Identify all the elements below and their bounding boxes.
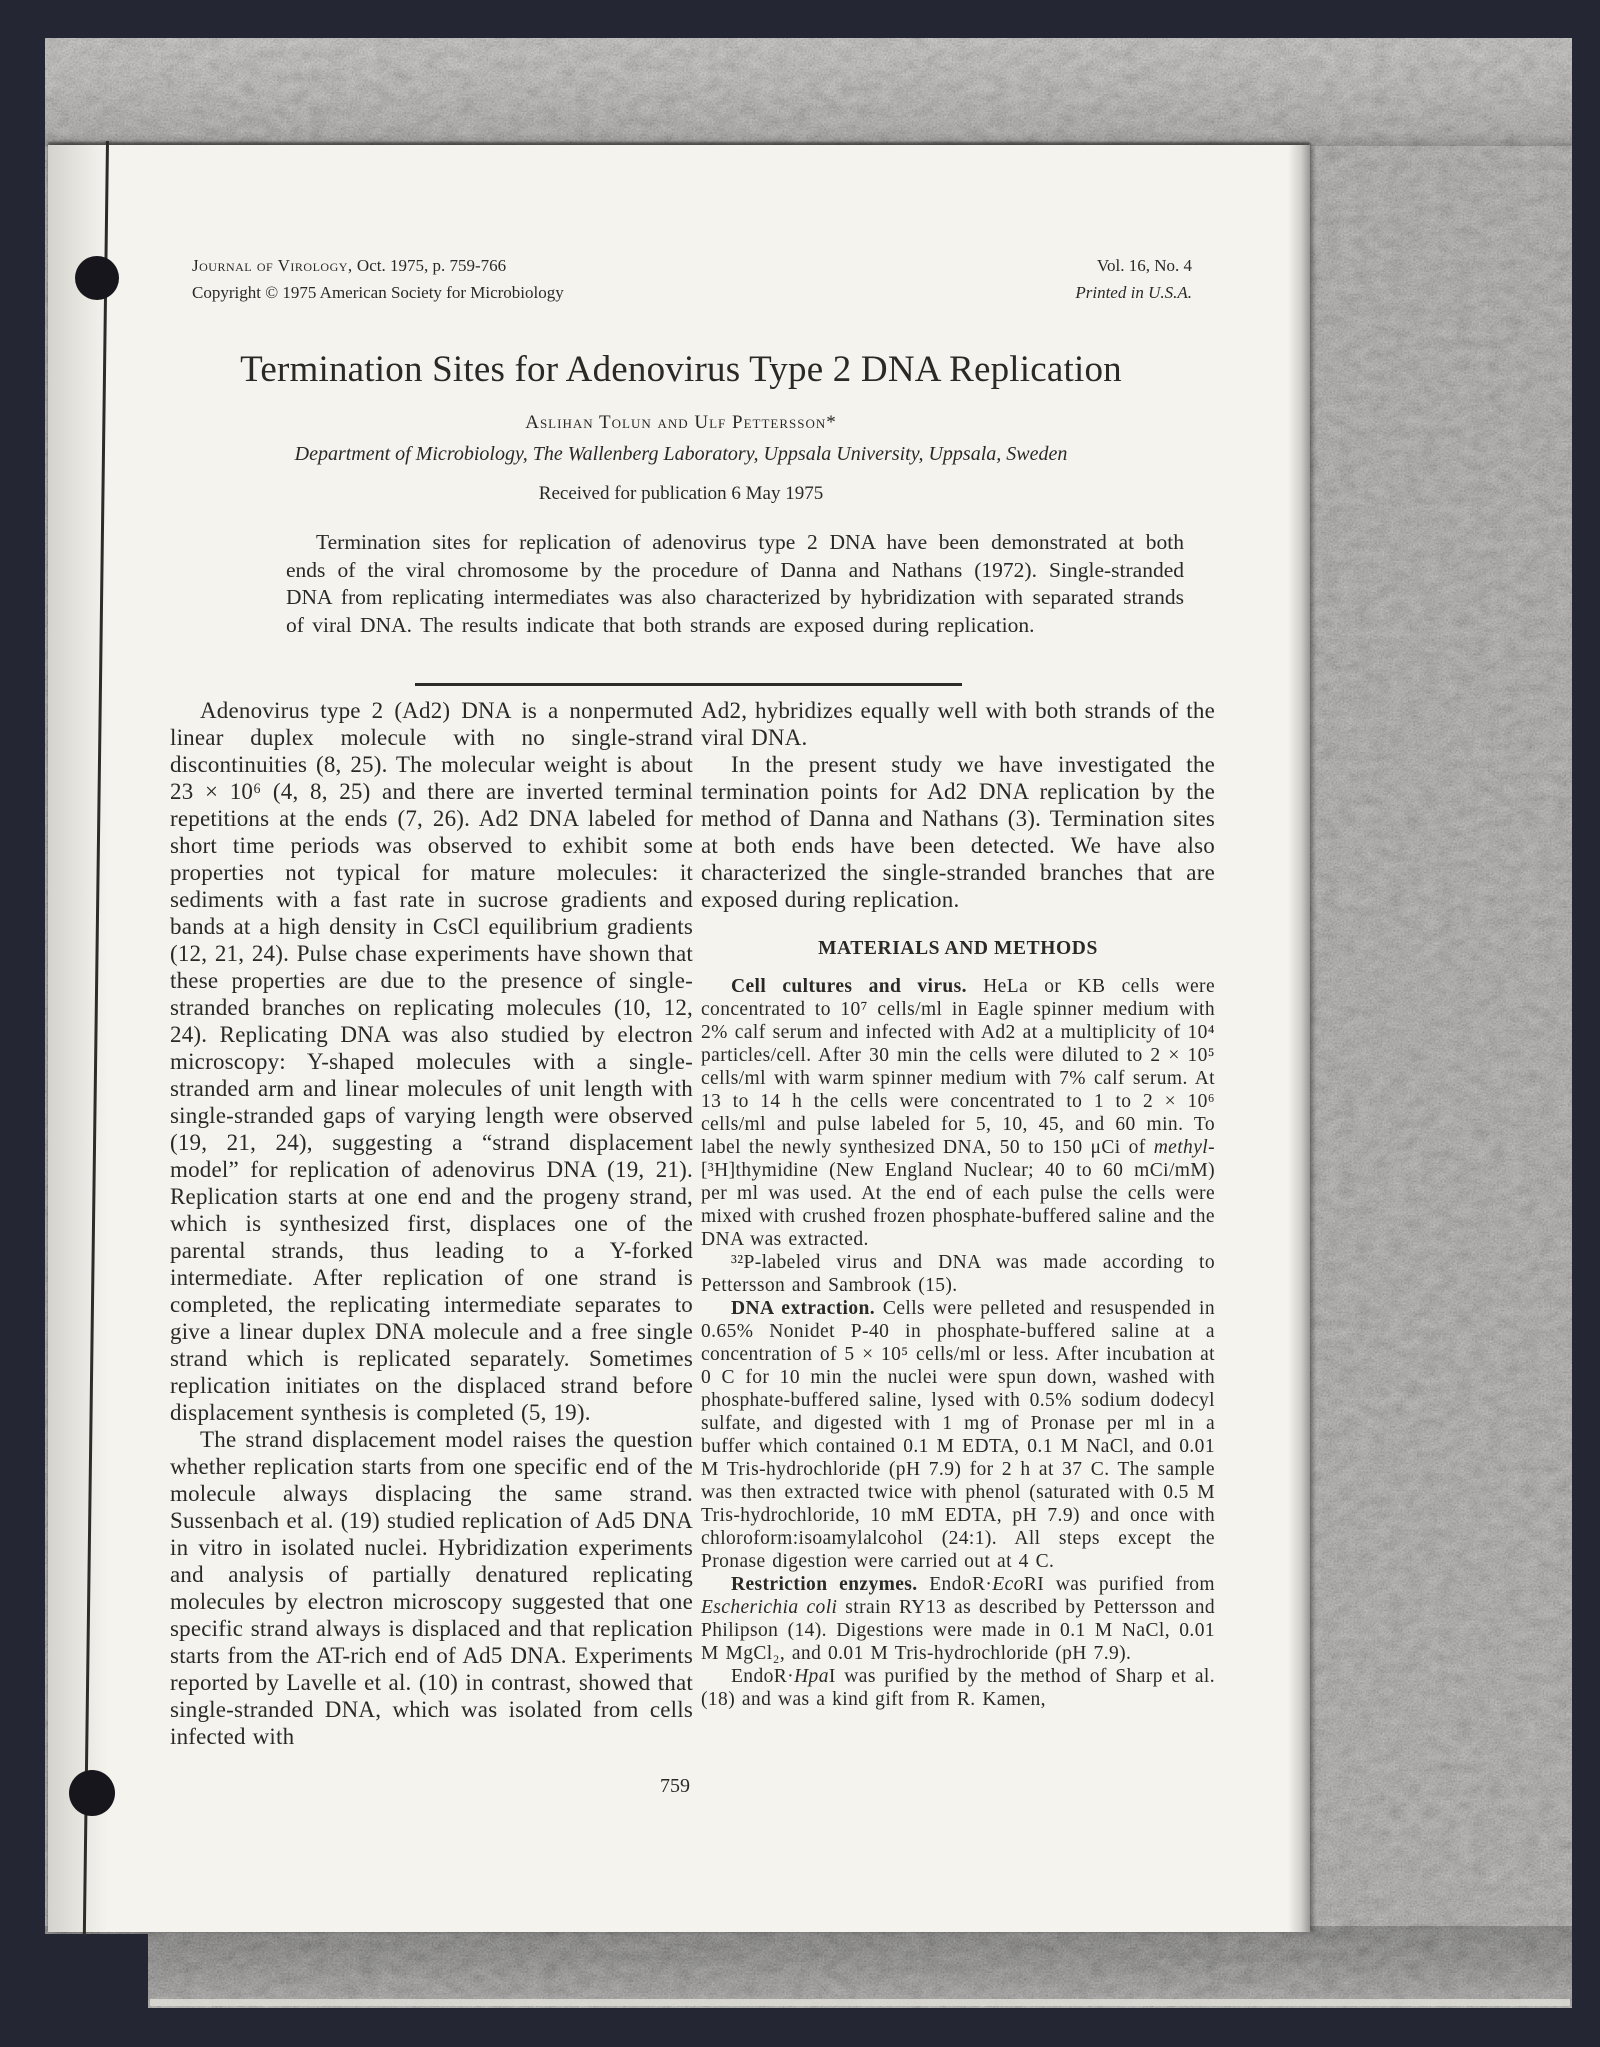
- intro-paragraph-1: Adenovirus type 2 (Ad2) DNA is a nonpermuted linear duplex molecule with no single-strand discontinuities (8, 25). The molecular weight is about 23 × 10⁶ (4, 8, 25) and there are inverted terminal repetitions at the ends (7, 26). Ad2 DNA labeled for short time periods was observed to exhibit some properties not typical for mature molecules: it sediments with a fast rate in sucrose gradients and bands at a high density in CsCl equilibrium gradients (12, 21, 24). Pulse chase experiments have shown that these properties are due to the presence of single-stranded branches on replicating molecules (10, 12, 24). Replicating DNA was also studied by electron microscopy: Y-shaped molecules with a single-stranded arm and linear molecules of unit length with single-stranded gaps of varying length were observed (19, 21, 24), suggesting a “strand displacement model” for replication of adenovirus DNA (19, 21). Replication starts at one end and the progeny strand, which is synthesized first, displaces one of the parental strands, thus leading to a Y-forked intermediate. After replication of one strand is completed, the replicating intermediate separates to give a linear duplex DNA molecule and a free single strand which is replicated separately. Sometimes replication initiates on the displaced strand before displacement synthesis is completed (5, 19).: [170, 698, 693, 1425]
- authors-line: Aslihan Tolun and Ulf Pettersson*: [525, 412, 837, 433]
- page-content: [48, 145, 1310, 1932]
- affiliation-line: Department of Microbiology, The Wallenberg Laboratory, Uppsala University, Uppsala, Sweden: [294, 443, 1068, 465]
- volume-block: [890, 252, 1192, 306]
- methods-paragraph-dna-extraction: DNA extraction. Cells were pelleted and resuspended in 0.65% Nonidet P-40 in phosphate-buffered saline at a concentration of 5 × 10⁵ cells/ml or less. After incubation at 0 C for 10 min the nuclei were spun down, washed with phosphate-buffered saline, lysed with 0.5% sodium dodecyl sulfate, and digested with 1 mg of Pronase per ml in a buffer which contained 0.1 M EDTA, 0.1 M NaCl, and 0.01 M Tris-hydrochloride (pH 7.9) for 2 h at 37 C. The sample was then extracted twice with phenol (saturated with 0.5 M Tris-hydrochloride, 10 mM EDTA, pH 7.9) and once with chloroform:isoamylalcohol (24:1). All steps except the Pronase digestion were carried out at 4 C.: [701, 1298, 1216, 1572]
- methods-paragraph-hpai: EndoR·HpaI was purified by the method of Sharp et al. (18) and was a kind gift from R. Kamen,: [701, 1666, 1215, 1710]
- continuation-paragraph: Ad2, hybridizes equally well with both strands of the viral DNA.: [701, 698, 1215, 750]
- right-text-column: [701, 697, 1215, 1711]
- volume-line: Vol. 16, No. 4: [1096, 256, 1192, 275]
- journal-issue-info: Oct. 1975, p. 759-766: [352, 256, 507, 275]
- backing-sheet-edge-highlight: [150, 1999, 1570, 2006]
- printed-in-line: Printed in U.S.A.: [1075, 283, 1192, 302]
- abstract-paragraph: Termination sites for replication of adenovirus type 2 DNA have been demonstrated at both ends of the viral chromosome by the procedure of Danna and Nathans (1972). Single-stranded DNA from replicating intermediates was also characterized by hybridization with separated strands of viral DNA. The results indicate that both strands are exposed during replication.: [286, 530, 1184, 637]
- intro-paragraph-2: The strand displacement model raises the question whether replication starts from one specific end of the molecule always displacing the same strand. Sussenbach et al. (19) studied replication of Ad5 DNA in vitro in isolated nuclei. Hybridization experiments and analysis of partially denatured replicating molecules by electron microscopy suggested that one specific strand always is displaced and that replication starts from the AT-rich end of Ad5 DNA. Experiments reported by Lavelle et al. (10) in contrast, showed that single-stranded DNA, which was isolated from cells infected with: [170, 1427, 693, 1749]
- abstract-divider-rule: [415, 683, 962, 686]
- section-heading-materials-and-methods: MATERIALS AND METHODS: [818, 938, 1098, 959]
- left-text-column: [170, 697, 693, 1750]
- copyright-line: Copyright © 1975 American Society for Microbiology: [192, 283, 564, 302]
- journal-name: Journal of Virology,: [192, 256, 353, 275]
- article-title: Termination Sites for Adenovirus Type 2 DNA Replication: [240, 349, 1122, 390]
- methods-paragraph-cell-cultures: Cell cultures and virus. HeLa or KB cells were concentrated to 10⁷ cells/ml in Eagle spinner medium with 2% calf serum and infected with Ad2 at a multiplicity of 10⁴ particles/cell. After 30 min the cells were diluted to 2 × 10⁵ cells/ml with warm spinner medium with 7% calf serum. At 13 to 14 h the cells were concentrated to 1 to 2 × 10⁶ cells/ml and pulse labeled for 5, 10, 45, and 60 min. To label the newly synthesized DNA, 50 to 150 μCi of methyl-[³H]thymidine (New England Nuclear; 40 to 60 mCi/mM) per ml was used. At the end of each pulse the cells were mixed with crushed frozen phosphate-buffered saline and the DNA was extracted.: [701, 976, 1216, 1250]
- intro-paragraph-3: In the present study we have investigated the termination points for Ad2 DNA replication by the method of Danna and Nathans (3). Termination sites at both ends have been detected. We have also characterized the single-stranded branches that are exposed during replication.: [701, 752, 1215, 912]
- methods-paragraph-restriction-enzymes: Restriction enzymes. EndoR·EcoRI was purified from Escherichia coli strain RY13 as described by Pettersson and Philipson (14). Digestions were made in 0.1 M NaCl, 0.01 M MgCl₂, and 0.01 M Tris-hydrochloride (pH 7.9).: [701, 1574, 1216, 1664]
- methods-paragraph-p32: ³²P-labeled virus and DNA was made according to Pettersson and Sambrook (15).: [701, 1252, 1215, 1296]
- journal-masthead: [192, 252, 812, 306]
- backing-board-corner: [45, 1934, 148, 2008]
- journal-citation-line: [192, 252, 812, 279]
- page-number: 759: [660, 1775, 690, 1797]
- received-line: Received for publication 6 May 1975: [538, 483, 824, 504]
- journal-paper-sheet: [48, 145, 1310, 1932]
